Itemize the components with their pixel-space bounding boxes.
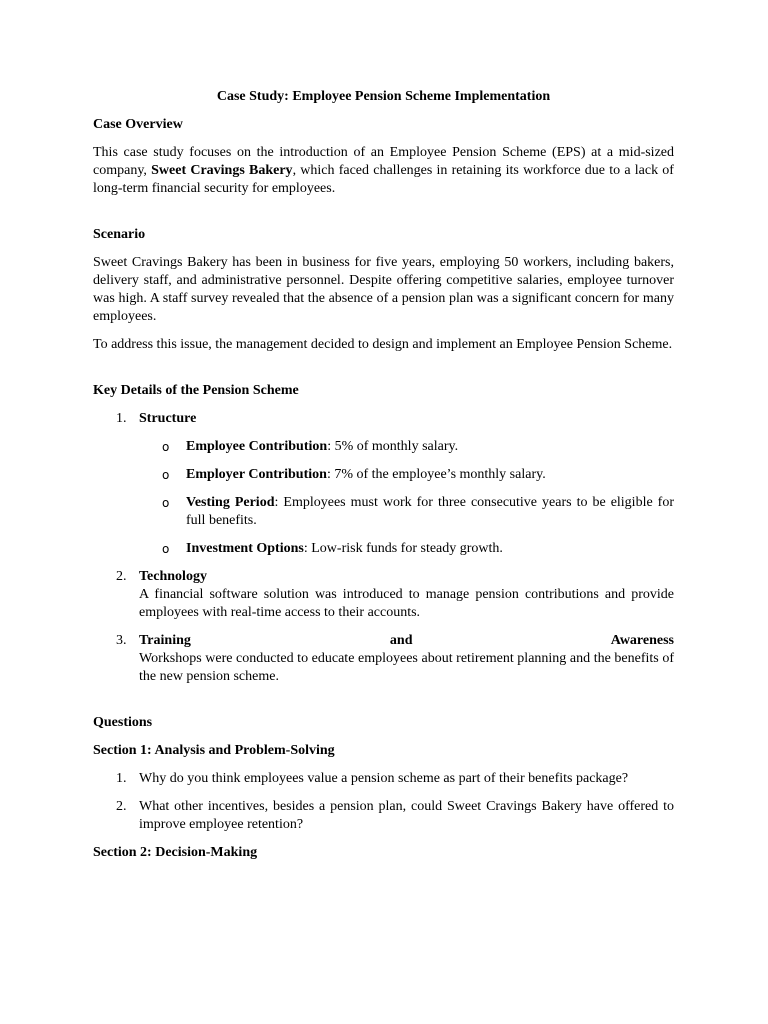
list-number: 2. [116,799,127,814]
technology-title: Technology [139,569,207,584]
scenario-paragraph-2: To address this issue, the management decided to design and implement an Employee Pension Scheme. [93,337,673,352]
section1-heading: Section 1: Analysis and Problem-Solving [93,743,335,758]
bullet-icon: o [162,496,170,510]
details-item-technology [93,568,674,622]
spacer [93,696,674,714]
sub-label: Vesting Period [186,495,275,510]
sub-text: : 7% of the employee’s monthly salary. [326,467,546,482]
section2-heading: Section 2: Decision-Making [93,845,258,860]
question-text: What other incentives, besides a pension plan, could Sweet Cravings Bakery have offered to improve employee retention? [139,799,674,832]
sub-text: : 5% of monthly salary. [327,439,459,454]
training-title-word: Awareness [610,633,675,648]
overview-paragraph [93,144,674,198]
sub-text: : Low-risk funds for steady growth. [303,541,503,556]
list-number: 3. [116,633,127,648]
bullet-icon: o [162,542,170,556]
scenario-heading: Scenario [93,227,146,242]
structure-sublist [139,438,674,558]
questions-heading: Questions [93,715,153,730]
sub-label: Employer Contribution [186,467,327,482]
structure-title: Structure [139,411,197,426]
training-title [139,632,674,650]
scenario-paragraph-1: Sweet Cravings Bakery has been in business for five years, employing 50 workers, including bakers, delivery staff, and administrative personnel. Despite offering competitive salaries, employee turnover was high. A staff survey revealed that the absence of a pension plan was a significant concern for many employees. [93,255,674,324]
sublist-item-investment-options [139,540,674,558]
sublist-item-employee-contribution [139,438,674,456]
list-number: 2. [116,569,127,584]
question-text: Why do you think employees value a pension scheme as part of their benefits package? [139,771,629,786]
sublist-item-vesting-period [139,494,674,530]
overview-text-before: This case study focuses on the introduction of an Employee Pension Scheme (EPS) at a mid-sized company, [93,145,674,178]
bullet-icon: o [162,468,170,482]
training-title-word: Training [139,633,191,648]
details-item-training [93,632,674,686]
details-list [93,410,674,686]
company-name: Sweet Cravings Bakery [151,163,293,178]
overview-text-after: , which faced challenges in retaining its workforce due to a lack of long-term financial security for employees. [93,163,674,196]
sub-text: : Employees must work for three consecutive years to be eligible for full benefits. [186,495,675,528]
question-item [93,770,674,788]
sub-label: Employee Contribution [186,439,328,454]
training-text: Workshops were conducted to educate employees about retirement planning and the benefits of the new pension scheme. [139,651,674,684]
bullet-icon: o [162,440,170,454]
sublist-item-employer-contribution [139,466,674,484]
technology-text: A financial software solution was introduced to manage pension contributions and provide employees with real-time access to their accounts. [139,587,674,620]
details-item-structure [93,410,674,558]
sub-label: Investment Options [186,541,304,556]
list-number: 1. [116,771,127,786]
section1-questions [93,770,674,834]
spacer [93,364,674,382]
page-title: Case Study: Employee Pension Scheme Implementation [216,89,551,104]
document-body [93,88,674,872]
spacer [93,208,674,226]
details-heading: Key Details of the Pension Scheme [93,383,299,398]
overview-heading: Case Overview [93,117,183,132]
question-item [93,798,674,834]
list-number: 1. [116,411,127,426]
training-title-word: and [389,633,413,648]
